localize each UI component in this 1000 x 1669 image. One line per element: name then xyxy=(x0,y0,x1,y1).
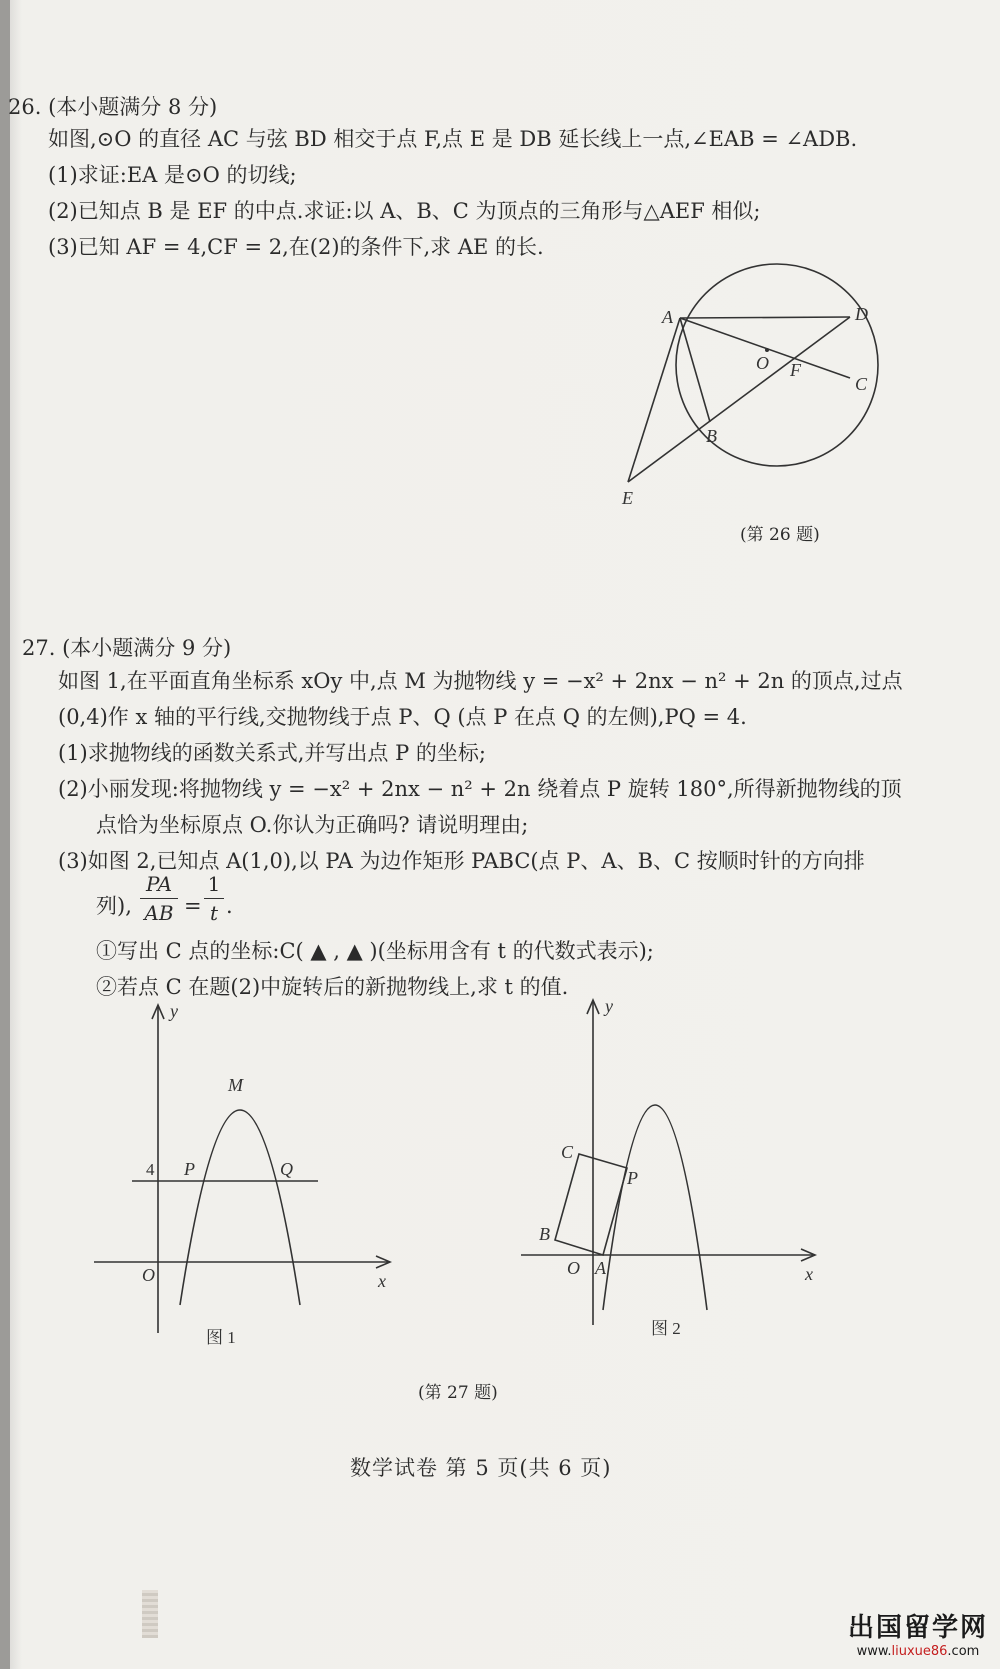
q27-figure1 xyxy=(80,995,410,1395)
label-a: A xyxy=(662,307,673,327)
fraction-pa-ab xyxy=(140,872,178,925)
q27-part3-line1: (3)如图 2,已知点 A(1,0),以 PA 为边作矩形 PABC(点 P、A、B、C 按顺时针的方向排 xyxy=(58,849,865,873)
scan-stamp-mark xyxy=(142,1590,158,1638)
fig1-x-label: x xyxy=(378,1271,386,1291)
q26-part1: (1)求证:EA 是⊙O 的切线; xyxy=(48,163,297,187)
q27-part2-line1: (2)小丽发现:将抛物线 y = −x² + 2nx − n² + 2n 绕着点 P 旋转 180°,所得新抛物线的顶 xyxy=(58,777,902,801)
page-footer: 数学试卷 第 5 页(共 6 页) xyxy=(350,1456,612,1480)
q27-stem-line1: 如图 1,在平面直角坐标系 xOy 中,点 M 为抛物线 y = −x² + 2nx − n² + 2n 的顶点,过点 xyxy=(58,669,903,693)
label-d: D xyxy=(855,304,868,324)
fig1-m-label: M xyxy=(228,1075,243,1095)
rectangle-pabc xyxy=(555,1154,627,1255)
parabola xyxy=(180,1110,300,1305)
q26-part2: (2)已知点 B 是 EF 的中点.求证:以 A、B、C 为顶点的三角形与△AEF 相似; xyxy=(48,199,761,223)
q27-stem-line2: (0,4)作 x 轴的平行线,交抛物线于点 P、Q (点 P 在点 Q 的左侧),PQ = 4. xyxy=(58,705,747,729)
fig2-y-label: y xyxy=(605,996,613,1016)
fraction-bar xyxy=(140,898,178,899)
q26-part3: (3)已知 AF = 4,CF = 2,在(2)的条件下,求 AE 的长. xyxy=(48,235,544,259)
fig1-y-label: y xyxy=(170,1001,178,1021)
segment-ae xyxy=(628,318,680,482)
fraction-numerator: 1 xyxy=(207,872,221,896)
center-point-o xyxy=(765,348,769,352)
fig2-caption: 图 2 xyxy=(651,1319,681,1338)
q27-figure2 xyxy=(515,990,835,1350)
fig2-c-label: C xyxy=(561,1142,574,1162)
fig1-caption: 图 1 xyxy=(206,1328,236,1347)
fig2-x-label: x xyxy=(805,1264,813,1284)
label-c: C xyxy=(855,374,868,394)
fig1-p-label: P xyxy=(184,1159,195,1179)
fig2-b-label: B xyxy=(539,1224,550,1244)
page-edge-shadow xyxy=(0,0,10,1669)
logo-name: 出国留学网 xyxy=(847,1613,988,1643)
fig2-o-label: O xyxy=(567,1258,580,1278)
fig2-p-label: P xyxy=(627,1168,638,1188)
fraction-numerator: PA xyxy=(145,872,173,896)
q26-header: 26. (本小题满分 8 分) xyxy=(8,95,218,119)
fig2-a-label: A xyxy=(595,1258,606,1278)
label-b: B xyxy=(706,426,717,446)
logo-url xyxy=(848,1644,988,1659)
site-watermark-logo xyxy=(848,1607,988,1659)
label-o: O xyxy=(756,353,769,373)
q27-header: 27. (本小题满分 9 分) xyxy=(22,636,232,660)
fig1-4-label: 4 xyxy=(146,1160,155,1179)
q27-part1: (1)求抛物线的函数关系式,并写出点 P 的坐标; xyxy=(58,741,486,765)
logo-url-suffix: .com xyxy=(947,1644,980,1659)
q27-sub1: ①写出 C 点的坐标:C( ▲ , ▲ )(坐标用含有 t 的代数式表示); xyxy=(96,939,654,963)
q27-sub2: ②若点 C 在题(2)中旋转后的新抛物线上,求 t 的值. xyxy=(96,975,569,999)
fig1-q-label: Q xyxy=(280,1159,293,1179)
q27-part3-line2-prefix: 列), xyxy=(96,894,132,918)
q26-caption: (第 26 题) xyxy=(740,525,820,545)
fraction-bar xyxy=(204,898,224,899)
period: . xyxy=(226,894,233,918)
label-e: E xyxy=(622,488,633,508)
fraction-1-t xyxy=(204,872,224,925)
parabola xyxy=(603,1105,707,1310)
equals-sign: = xyxy=(184,894,202,918)
chord-ad xyxy=(680,317,850,318)
q27-part2-line2: 点恰为坐标原点 O.你认为正确吗? 请说明理由; xyxy=(96,813,529,837)
q26-circle-figure xyxy=(600,250,920,530)
fraction-denominator: AB xyxy=(144,901,174,925)
logo-url-prefix: www. xyxy=(856,1644,892,1659)
label-f: F xyxy=(790,360,801,380)
fig1-o-label: O xyxy=(142,1265,155,1285)
logo-url-brand: liuxue86 xyxy=(891,1644,948,1659)
fraction-denominator: t xyxy=(209,901,219,925)
q26-stem: 如图,⊙O 的直径 AC 与弦 BD 相交于点 F,点 E 是 DB 延长线上一点,∠EAB = ∠ADB. xyxy=(48,127,858,151)
q27-caption: (第 27 题) xyxy=(418,1383,498,1403)
